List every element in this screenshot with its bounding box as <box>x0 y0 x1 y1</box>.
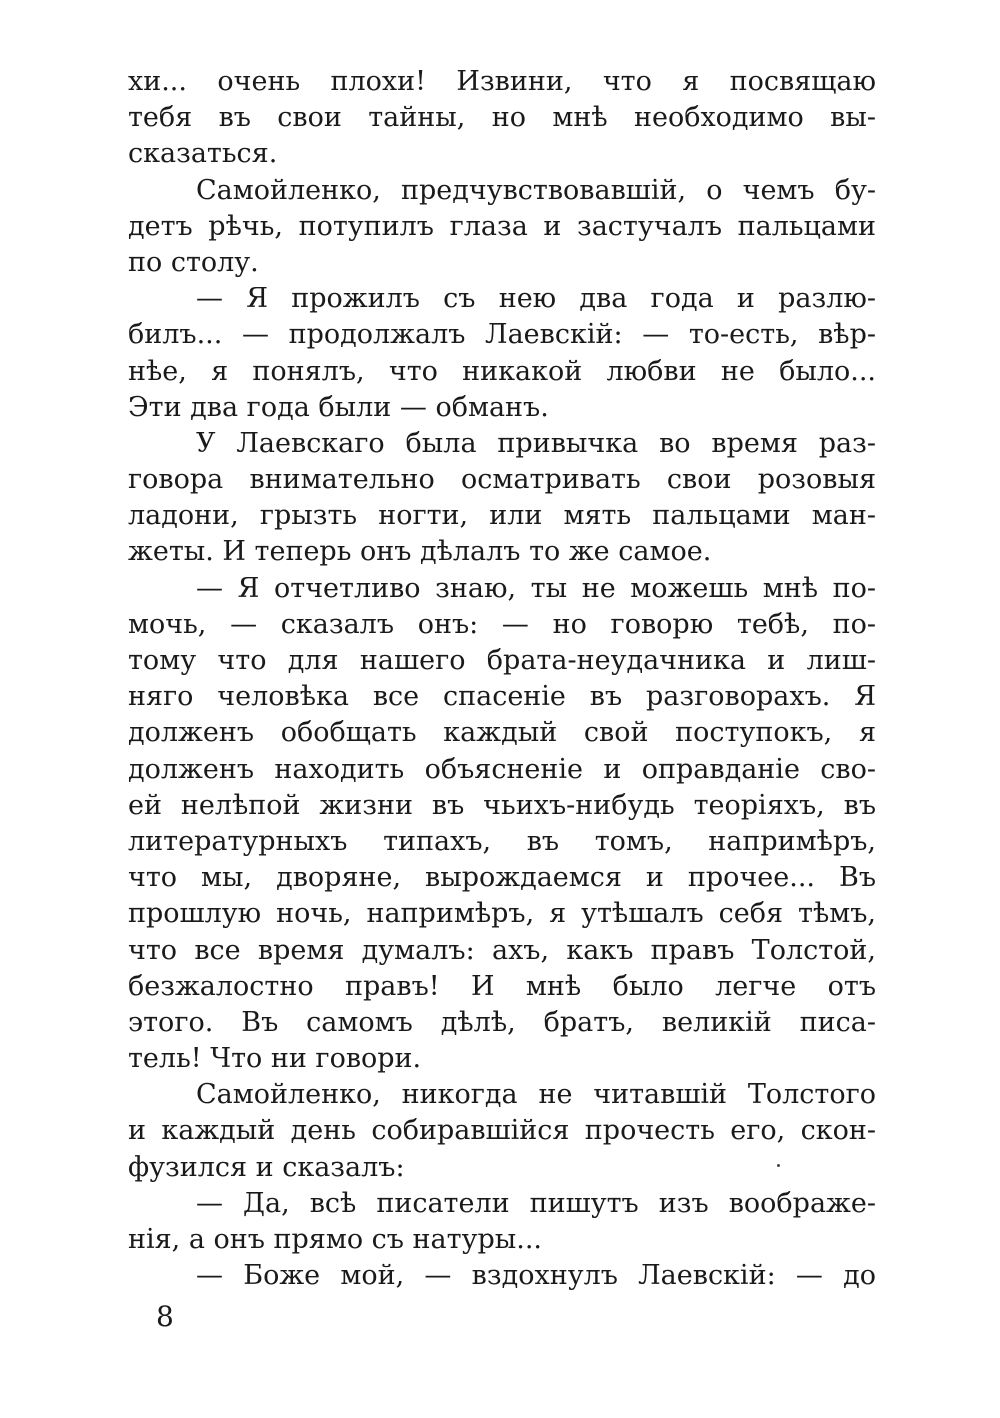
text-line-20: долженъ находить объясненіе и оправданіе сво- <box>128 753 876 785</box>
text-line-32: — Да, всѣ писатели пишутъ изъ воображе- <box>196 1187 876 1219</box>
text-line-34: — Боже мой, — вздохнулъ Лаевскій: — до <box>196 1260 876 1292</box>
text-line-21: ей нелѣпой жизни въ чьихъ-нибудь теоріяхъ, въ <box>128 789 876 821</box>
text-line-12: говора внимательно осматривать свои розовыя <box>128 464 876 496</box>
body-text <box>128 64 876 1294</box>
text-line-22: литературныхъ типахъ, въ томъ, напримѣръ, <box>128 825 876 857</box>
text-line-9: нѣе, я понялъ, что никакой любви не было... <box>128 355 876 387</box>
text-line-24: прошлую ночь, напримѣръ, я утѣшалъ себя тѣмъ, <box>128 898 876 930</box>
page-number: 8 <box>156 1300 174 1333</box>
text-line-33: нія, а онъ прямо съ натуры... <box>128 1224 542 1255</box>
text-line-1: хи... очень плохи! Извини, что я посвящаю <box>128 66 876 97</box>
text-line-16: мочь, — сказалъ онъ: — но говорю тебѣ, по- <box>128 608 876 640</box>
text-line-7: — Я прожилъ съ нею два года и разлю- <box>196 283 876 315</box>
text-line-30: и каждый день собиравшійся прочесть его, скон- <box>128 1115 876 1147</box>
text-line-2: тебя въ свои тайны, но мнѣ необходимо вы- <box>128 102 876 134</box>
text-line-15: — Я отчетливо знаю, ты не можешь мнѣ по- <box>196 572 876 604</box>
text-line-27: этого. Въ самомъ дѣлѣ, братъ, великій писа- <box>128 1006 876 1038</box>
text-line-28: тель! Что ни говори. <box>128 1043 422 1075</box>
text-line-14: жеты. И теперь онъ дѣлалъ то же самое. <box>128 536 712 568</box>
text-line-26: безжалостно правъ! И мнѣ было легче отъ <box>128 970 876 1002</box>
text-line-31: фузился и сказалъ: <box>128 1151 405 1183</box>
text-line-8: билъ... — продолжалъ Лаевскій: — то-есть, вѣр- <box>128 319 876 351</box>
text-line-13: ладони, грызть ногти, или мять пальцами ман- <box>128 500 876 532</box>
text-line-19: долженъ обобщать каждый свой поступокъ, я <box>128 717 876 749</box>
text-line-17: тому что для нашего брата-неудачника и лиш- <box>128 645 876 676</box>
text-line-3: сказаться. <box>128 138 278 170</box>
text-line-18: няго человѣка все спасеніе въ разговорахъ. Я <box>128 681 876 713</box>
text-line-11: У Лаевскаго была привычка во время раз- <box>196 427 876 459</box>
text-line-6: по столу. <box>128 246 259 278</box>
text-line-5: детъ рѣчь, потупилъ глаза и застучалъ пальцами <box>128 210 876 242</box>
text-line-4: Самойленко, предчувствовавшій, о чемъ бу- <box>196 174 876 206</box>
text-line-29: Самойленко, никогда не читавшій Толстого <box>196 1079 876 1111</box>
text-line-25: что все время думалъ: ахъ, какъ правъ Толстой, <box>128 934 876 966</box>
ink-speck <box>777 1164 780 1167</box>
text-line-10: Эти два года были — обманъ. <box>128 391 549 423</box>
text-line-23: что мы, дворяне, вырождаемся и прочее... Въ <box>128 862 876 894</box>
